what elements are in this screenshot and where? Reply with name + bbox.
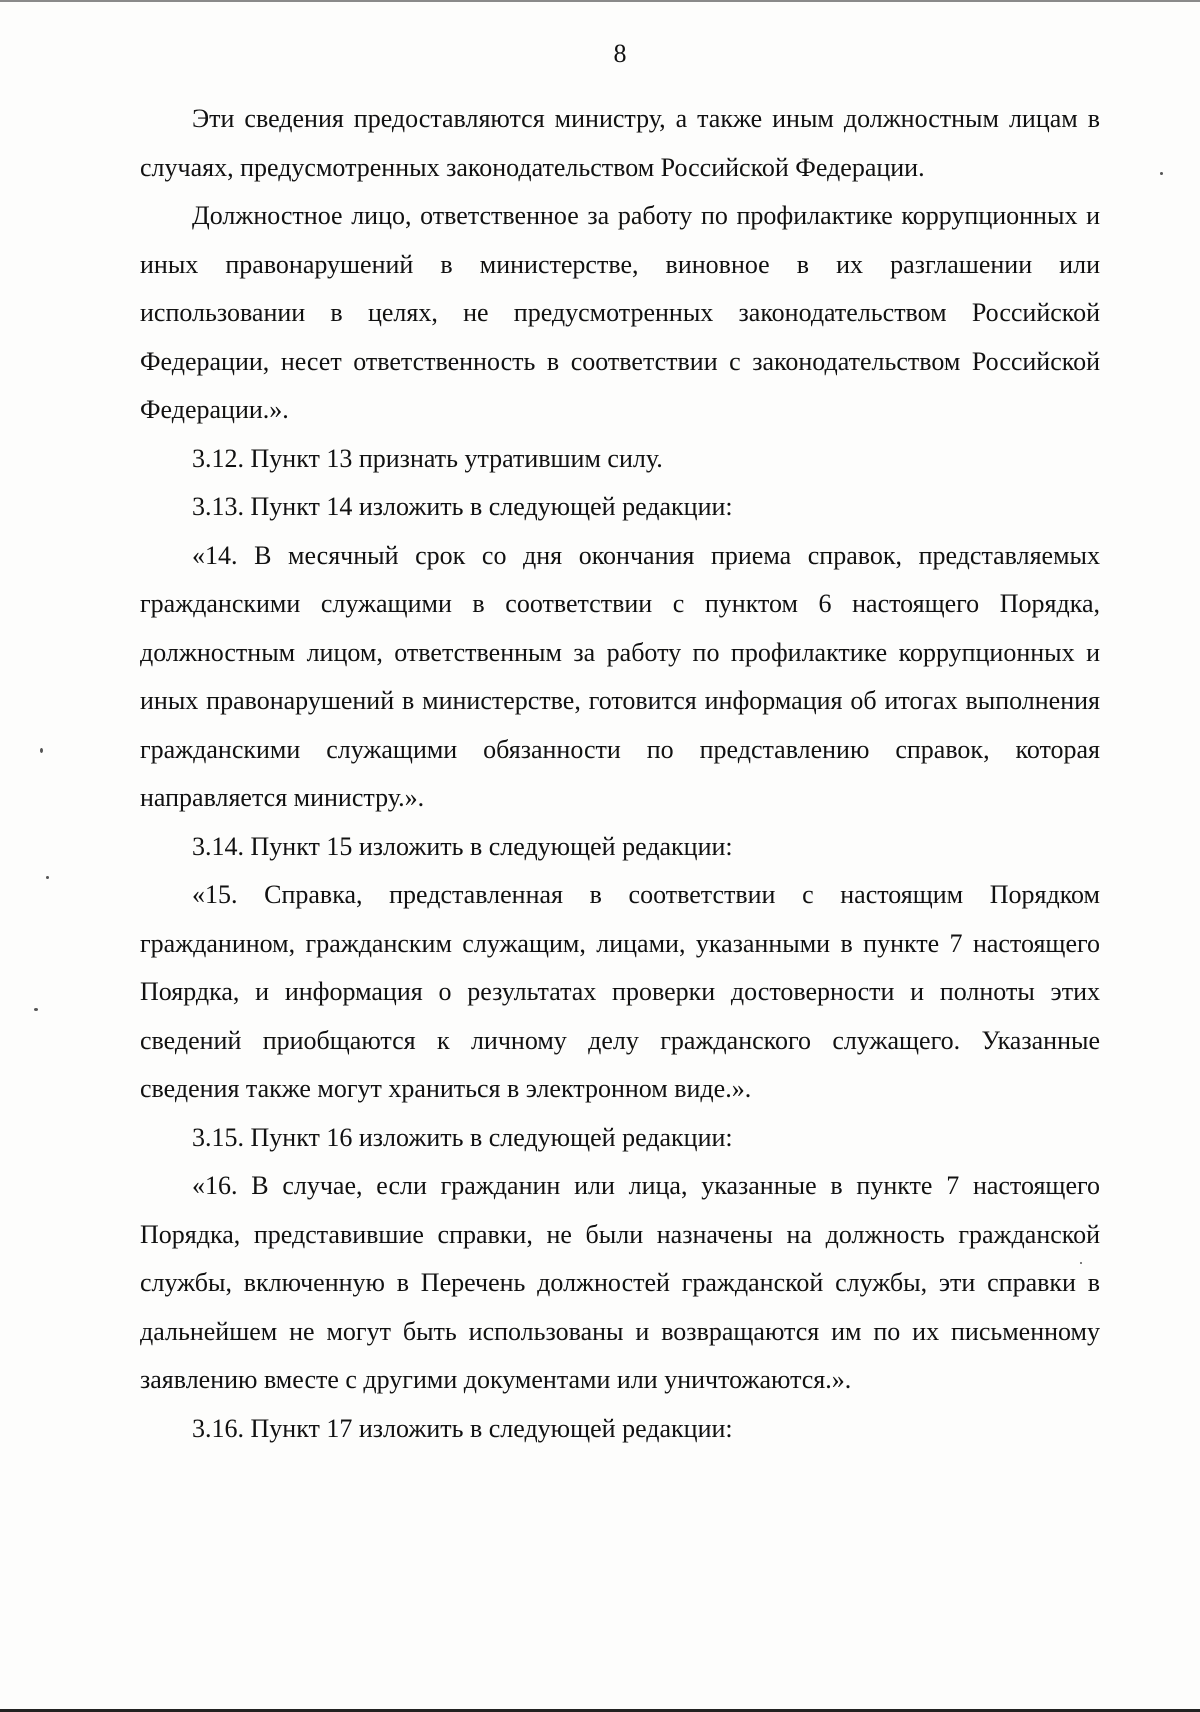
paragraph-clause-15: «15. Справка, представленная в соответствии с настоящим Порядком гражданином, гражданским служащим, лицами, указанными в пункте 7 настоящего Поярдка, и информация о результатах проверки достоверности и полноты этих сведений приобщаются к личному делу гражданского служащего. Указанные сведения также могут храниться в электронном виде.». — [140, 880, 1100, 1103]
paragraph-item-3-14: 3.14. Пункт 15 изложить в следующей редакции: — [192, 831, 733, 861]
document-body — [140, 95, 1100, 1453]
scan-speck — [34, 1008, 38, 1011]
paragraph-item-3-13: 3.13. Пункт 14 изложить в следующей редакции: — [192, 492, 733, 521]
paragraph-item-3-12: 3.12. Пункт 13 признать утратившим силу. — [192, 443, 663, 473]
top-scan-edge — [0, 0, 1200, 2]
paragraph-official-responsibility: Должностное лицо, ответственное за работу по профилактике коррупционных и иных правонарушений в министерстве, виновное в их разглашении или использовании в целях, не предусмотренных законодательством Российской Федерации, несет ответственность в соответствии с законодательством Российской Федерации.». — [140, 201, 1100, 424]
scan-speck — [1160, 172, 1163, 175]
paragraph-info-recipients: Эти сведения предоставляются министру, а также иным должностным лицам в случаях, предусмотренных законодательством Российской Федерации. — [140, 104, 1100, 182]
paragraph-clause-16: «16. В случае, если гражданин или лица, указанные в пункте 7 настоящего Порядка, представившие справки, не были назначены на должность гражданской службы, включенную в Перечень должностей гражданской службы, эти справки в дальнейшем не могут быть использованы и возвращаются им по их письменному заявлению вместе с другими документами или уничтожаются.». — [140, 1171, 1100, 1394]
scan-speck — [46, 876, 49, 879]
scan-speck — [40, 748, 43, 753]
page-number: 8 — [613, 39, 627, 68]
paragraph-clause-14: «14. В месячный срок со дня окончания приема справок, представляемых гражданскими служащими в соответствии с пунктом 6 настоящего Порядка, должностным лицом, ответственным за работу по профилактике коррупционных и иных правонарушений в министерстве, готовится информация об итогах выполнения гражданскими служащими обязанности по представлению справок, которая направляется министру.». — [140, 540, 1100, 812]
paragraph-item-3-15: 3.15. Пункт 16 изложить в следующей редакции: — [192, 1122, 733, 1152]
scan-speck — [1080, 1262, 1082, 1264]
paragraph-item-3-16: 3.16. Пункт 17 изложить в следующей редакции: — [192, 1413, 733, 1443]
